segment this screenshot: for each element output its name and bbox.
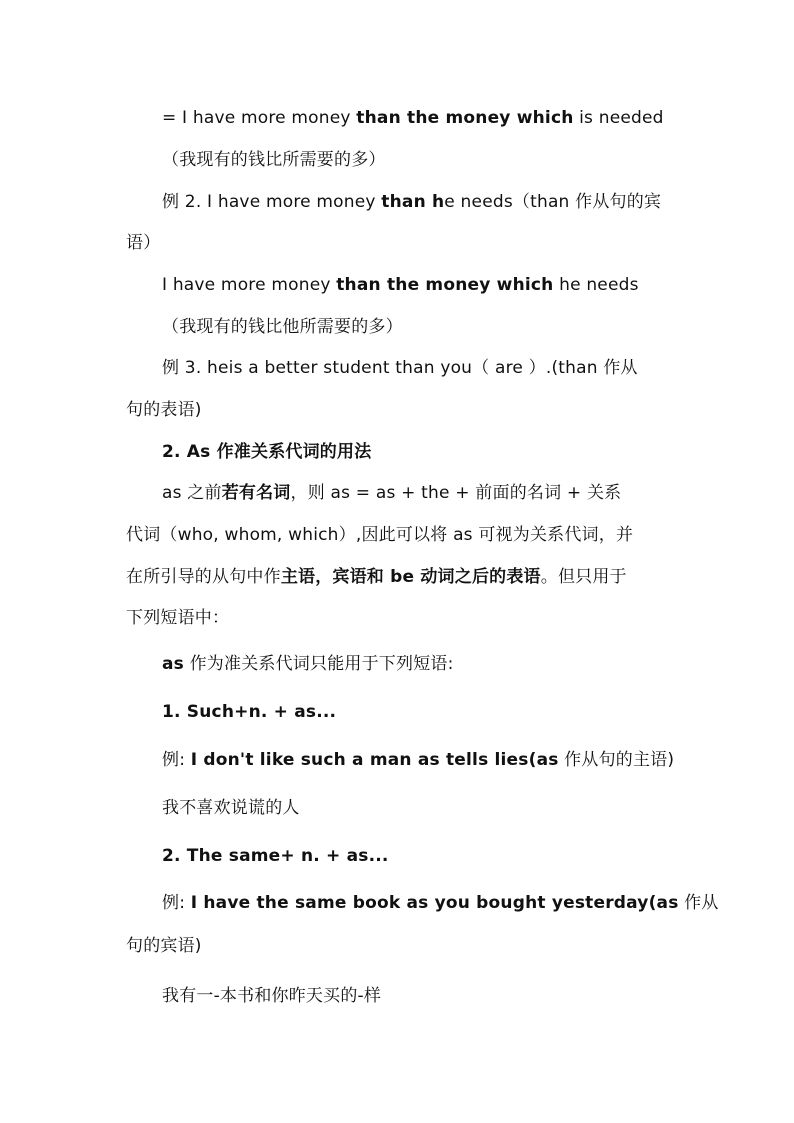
bold-text-run: than the money which bbox=[356, 108, 574, 128]
bold-text-run: than h bbox=[381, 192, 445, 212]
bold-text-run: than the money which bbox=[336, 275, 554, 295]
text-run: 我有一-本书和你昨天买的-样 bbox=[162, 986, 382, 1006]
section-heading bbox=[162, 440, 371, 464]
text-run: 代词（who, whom, which）,因此可以将 as 可视为关系代词，并 bbox=[126, 525, 634, 545]
text-run: 作从句的主语) bbox=[558, 750, 675, 770]
text-run: 作从 bbox=[678, 893, 719, 913]
paragraph-line bbox=[162, 106, 664, 130]
paragraph-line bbox=[126, 934, 202, 958]
bold-text-run: as bbox=[162, 654, 184, 674]
pattern-text: 1. Such+n. + as... bbox=[162, 702, 337, 722]
bold-text-run: I don't like such a man as tells lies(as bbox=[190, 750, 559, 770]
text-run: （我现有的钱比所需要的多） bbox=[162, 150, 386, 170]
text-run: 例: bbox=[162, 750, 191, 770]
example-line bbox=[162, 190, 661, 214]
text-run: ，则 as = as + the + 前面的名词 + 关系 bbox=[290, 483, 622, 503]
pattern-heading bbox=[162, 844, 389, 868]
translation-line bbox=[162, 315, 403, 339]
text-run: he needs bbox=[553, 275, 639, 295]
pattern-heading bbox=[162, 700, 336, 724]
pattern-text: 2. The same+ n. + as... bbox=[162, 846, 389, 866]
example-line bbox=[162, 891, 719, 915]
text-run: 下列短语中： bbox=[126, 608, 230, 628]
translation-line bbox=[162, 796, 300, 820]
paragraph-line bbox=[126, 523, 633, 547]
text-run: 例 2. I have more money bbox=[162, 192, 382, 212]
example-line bbox=[162, 356, 638, 380]
text-run: 例 3. heis a better student than you（ are ）.(than 作从 bbox=[162, 358, 638, 378]
heading-text: 2. As 作准关系代词的用法 bbox=[162, 442, 372, 462]
example-line bbox=[162, 748, 674, 772]
paragraph-line bbox=[126, 398, 202, 422]
text-run: 语） bbox=[126, 233, 161, 253]
text-run: （我现有的钱比他所需要的多） bbox=[162, 317, 403, 337]
text-run: as 之前 bbox=[162, 483, 222, 503]
translation-line bbox=[162, 148, 386, 172]
paragraph-line bbox=[126, 606, 229, 630]
translation-line bbox=[162, 984, 381, 1008]
paragraph-line bbox=[126, 565, 627, 589]
text-run: 例: bbox=[162, 893, 191, 913]
bold-text-run: I have the same book as you bought yesterday(as bbox=[190, 893, 679, 913]
text-run: 句的表语) bbox=[126, 400, 202, 420]
text-run: is needed bbox=[573, 108, 664, 128]
text-run: 。但只用于 bbox=[540, 567, 627, 587]
bold-text-run: 若有名词 bbox=[221, 483, 291, 503]
text-run: 句的宾语) bbox=[126, 936, 202, 956]
paragraph-line bbox=[126, 231, 160, 255]
text-run: 我不喜欢说谎的人 bbox=[162, 798, 300, 818]
paragraph-line bbox=[162, 652, 454, 676]
text-run: 作为准关系代词只能用于下列短语: bbox=[184, 654, 454, 674]
text-run: e needs（than 作从句的宾 bbox=[444, 192, 662, 212]
bold-text-run: 主语，宾语和 be 动词之后的表语 bbox=[280, 567, 541, 587]
text-run: I have more money bbox=[162, 275, 337, 295]
text-run: 在所引导的从句中作 bbox=[126, 567, 281, 587]
paragraph-line bbox=[162, 481, 621, 505]
paragraph-line bbox=[162, 273, 639, 297]
text-run: = I have more money bbox=[162, 108, 357, 128]
